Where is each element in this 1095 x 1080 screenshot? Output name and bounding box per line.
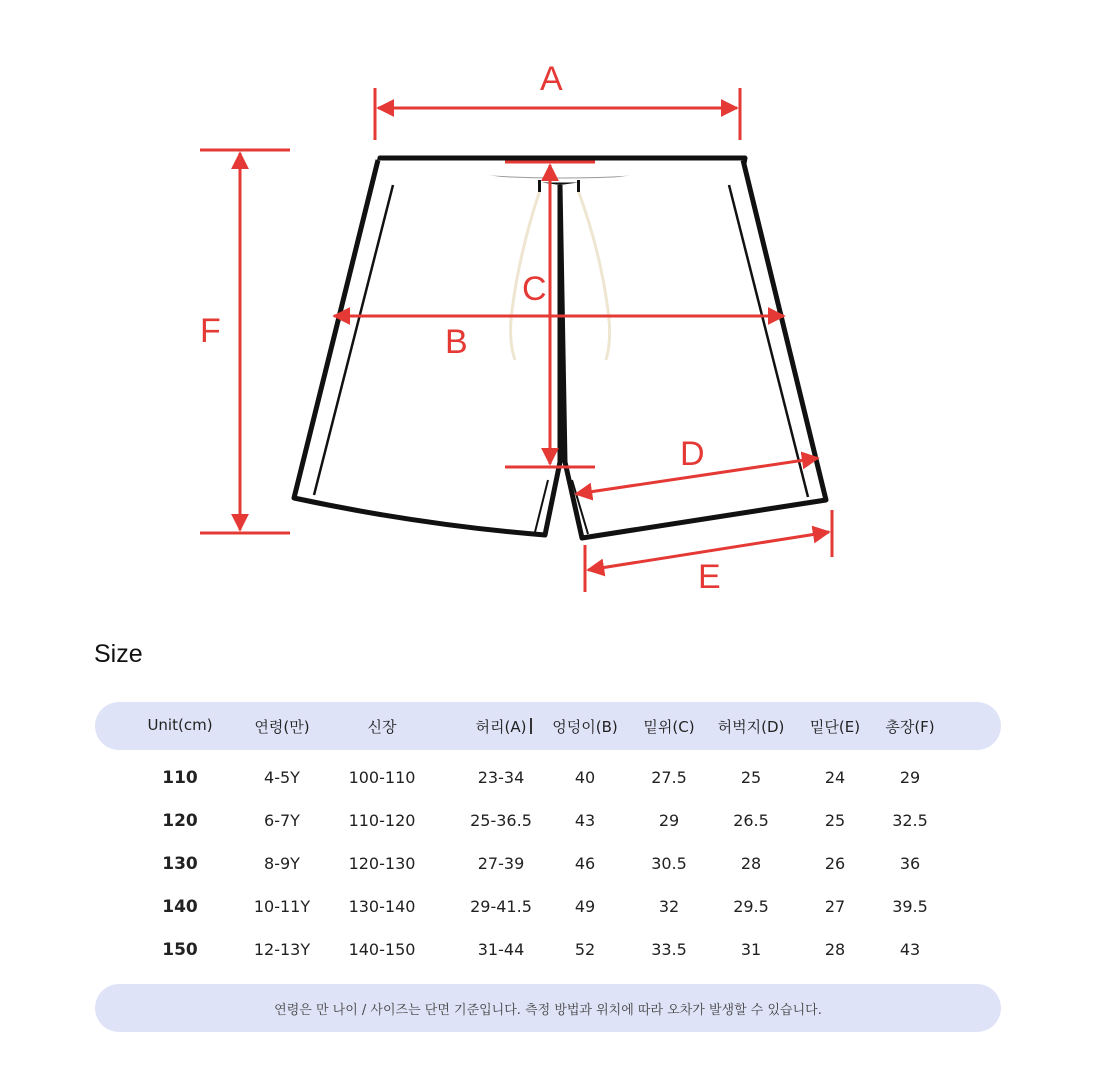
dim-label-b: B (445, 323, 468, 361)
cell-waist: 25-36.5 (470, 811, 532, 830)
cell-thigh: 31 (740, 940, 762, 959)
cell-height: 120-130 (348, 854, 416, 873)
cell-height: 100-110 (348, 768, 416, 787)
cell-age: 6-7Y (264, 811, 300, 830)
size-section-title: Size (94, 640, 143, 668)
left-leg-outline (294, 160, 560, 535)
table-row (95, 850, 1001, 880)
cell-rise: 33.5 (651, 940, 687, 959)
size-table-body (95, 760, 1001, 970)
cell-hip: 49 (574, 897, 596, 916)
header-divider (530, 718, 532, 734)
cell-thigh: 28 (740, 854, 762, 873)
dim-label-d: D (680, 435, 705, 473)
cell-size: 120 (162, 811, 198, 831)
column-header-waist: 허리(A) (475, 718, 527, 736)
cell-waist: 23-34 (477, 768, 525, 787)
cell-thigh: 25 (740, 768, 762, 787)
dim-label-e: E (698, 558, 721, 596)
shorts-illustration (294, 158, 826, 538)
size-note-bar (95, 984, 1001, 1032)
cell-hem: 26 (824, 854, 846, 873)
right-leg-outline (560, 160, 826, 538)
cell-thigh: 26.5 (733, 811, 769, 830)
cell-length: 36 (899, 854, 921, 873)
cell-length: 32.5 (892, 811, 928, 830)
cell-rise: 32 (658, 897, 680, 916)
cell-age: 8-9Y (264, 854, 300, 873)
table-row (95, 936, 1001, 966)
cell-hip: 52 (574, 940, 596, 959)
cell-length: 43 (899, 940, 921, 959)
cell-age: 4-5Y (264, 768, 300, 787)
cell-waist: 29-41.5 (470, 897, 532, 916)
cell-size: 110 (162, 768, 198, 788)
cell-hip: 40 (574, 768, 596, 787)
cell-rise: 27.5 (651, 768, 687, 787)
dim-label-f: F (200, 312, 221, 350)
cell-hip: 43 (574, 811, 596, 830)
column-header-hem: 밑단(E) (809, 718, 861, 736)
column-header-age: 연령(만) (254, 718, 310, 736)
drawstring-eyelet-left (538, 180, 541, 192)
column-header-length: 총장(F) (885, 718, 935, 736)
drawstring-eyelet-right (577, 180, 580, 192)
cell-size: 150 (162, 940, 198, 960)
table-row (95, 807, 1001, 837)
column-header-hip: 엉덩이(B) (552, 718, 618, 736)
cell-height: 110-120 (348, 811, 416, 830)
cell-age: 12-13Y (253, 940, 311, 959)
cell-height: 130-140 (348, 897, 416, 916)
cell-waist: 27-39 (477, 854, 525, 873)
cell-rise: 30.5 (651, 854, 687, 873)
cell-age: 10-11Y (253, 897, 311, 916)
cell-length: 39.5 (892, 897, 928, 916)
dim-label-a: A (540, 60, 563, 98)
cell-rise: 29 (658, 811, 680, 830)
size-table-header (95, 702, 1001, 750)
cell-waist: 31-44 (477, 940, 525, 959)
cell-hem: 25 (824, 811, 846, 830)
cell-hem: 28 (824, 940, 846, 959)
cell-size: 140 (162, 897, 198, 917)
table-row (95, 893, 1001, 923)
size-note: 연령은 만 나이 / 사이즈는 단면 기준입니다. 측정 방법과 위치에 따라 오차가 발생할 수 있습니다. (274, 1002, 822, 1018)
column-header-height: 신장 (367, 718, 397, 736)
table-row (95, 764, 1001, 794)
column-header-thigh: 허벅지(D) (717, 718, 785, 736)
column-header-unit: Unit(cm) (147, 716, 213, 734)
cell-hem: 27 (824, 897, 846, 916)
column-header-rise: 밑위(C) (643, 718, 695, 736)
cell-thigh: 29.5 (733, 897, 769, 916)
dim-label-c: C (522, 270, 547, 308)
cell-height: 140-150 (348, 940, 416, 959)
cell-length: 29 (899, 768, 921, 787)
cell-size: 130 (162, 854, 198, 874)
cell-hem: 24 (824, 768, 846, 787)
cell-hip: 46 (574, 854, 596, 873)
